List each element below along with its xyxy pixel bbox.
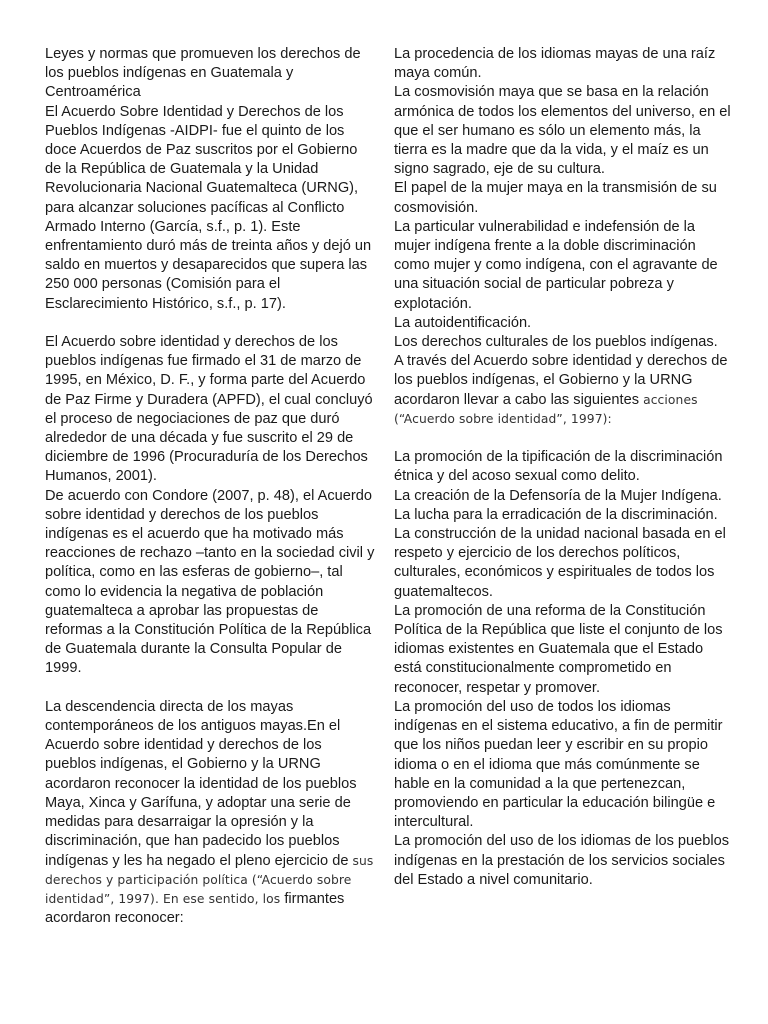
paragraph-gap	[45, 314, 375, 333]
paragraph-condore: De acuerdo con Condore (2007, p. 48), el Acuerdo sobre identidad y derechos de los pueblos indígenas es el acuerdo que ha motivado más reacciones de rechazo –tanto en la sociedad civil y política, como en las esferas de gobierno–, tal como lo evidencia la negativa de población guatemalteca a aprobar las propuestas de reformas a la Constitución Política de la República de Guatemala durante la Consulta Popular de 1999.	[45, 487, 375, 677]
recognition-item: La cosmovisión maya que se basa en la relación armónica de todos los elementos del universo, en el que el ser humano es sólo un elemento más, la tierra es la madre que da la vida, y el maíz es un signo sagrado, eje de su cultura.	[394, 84, 731, 178]
paragraph-gap	[45, 679, 375, 698]
action-item: La promoción del uso de los idiomas de los pueblos indígenas en la prestación de los servicios sociales del Estado a nivel comunitario.	[394, 833, 730, 888]
document-title: Leyes y normas que promueven los derechos de los pueblos indígenas en Guatemala y Centroamérica	[45, 46, 361, 101]
action-item: La lucha para la erradicación de la discriminación.	[394, 506, 718, 523]
action-item: La construcción de la unidad nacional basada en el respeto y ejercicio de los derechos políticos, culturales, económicos y espirituales de todos los guatemaltecos.	[394, 526, 726, 600]
paragraph-recognition	[45, 698, 375, 928]
actions-intro-text: A través del Acuerdo sobre identidad y derechos de los pueblos indígenas, el Gobierno y la URNG acordaron llevar a cabo las siguientes	[394, 353, 728, 408]
action-item: La promoción de una reforma de la Constitución Política de la República que liste el conjunto de los idiomas existentes en Guatemala que el Estado está constitucionalmente comprometido en reconocer, respetar y promover.	[394, 602, 723, 696]
paragraph-gap	[394, 429, 732, 448]
paragraph-signing: El Acuerdo sobre identidad y derechos de los pueblos indígenas fue firmado el 31 de marzo de 1995, en México, D. F., y forma parte del Acuerdo de Paz Firme y Duradera (APFD), el cual concluyó el proceso de negociaciones de paz que duró alrededor de una década y fue suscrito el 29 de diciembre de 1996 (Procuraduría de los Derechos Humanos, 2001).	[45, 334, 373, 485]
action-item: La creación de la Defensoría de la Mujer Indígena.	[394, 487, 722, 504]
recognition-item: La autoidentificación.	[394, 314, 532, 331]
recognition-item: Los derechos culturales de los pueblos indígenas.	[394, 334, 718, 351]
right-column	[394, 45, 732, 890]
recognition-item: La procedencia de los idiomas mayas de una raíz maya común.	[394, 46, 716, 82]
actions-intro	[394, 352, 732, 429]
recognition-end: firmantes acordaron reconocer:	[45, 890, 345, 927]
recognition-item: El papel de la mujer maya en la transmisión de su cosmovisión.	[394, 180, 717, 216]
action-item: La promoción del uso de todos los idiomas indígenas en el sistema educativo, a fin de permitir que los niños puedan leer y escribir en su propio idioma o en el idioma que más comúnmente se hable en la comunidad a la que pertenezcan, promoviendo en particular la educación bilingüe e intercultural.	[394, 698, 723, 831]
paragraph-aidpi-intro: El Acuerdo Sobre Identidad y Derechos de los Pueblos Indígenas -AIDPI- fue el quinto de los doce Acuerdos de Paz suscritos por el Gobierno de la República de Guatemala y la Unidad Revolucionaria Nacional Guatemalteca (URNG), para alcanzar soluciones pacíficas al Conflicto Armado Interno (García, s.f., p. 1). Este enfrentamiento duró más de treinta años y dejó un saldo en muertos y desaparecidos que supera las 250 000 personas (Comisión para el Esclarecimiento Histórico, s.f., p. 17).	[45, 103, 372, 312]
action-item: La promoción de la tipificación de la discriminación étnica y del acoso sexual como delito.	[394, 449, 723, 485]
left-column	[45, 45, 375, 928]
recognition-citation: sus derechos y participación política (“Acuerdo sobre identidad”, 1997). En ese sentido, los	[45, 853, 374, 906]
recognition-item: La particular vulnerabilidad e indefensión de la mujer indígena frente a la doble discriminación como mujer y como indígena, con el agravante de una situación social de particular pobreza y explotación.	[394, 218, 718, 312]
recognition-text: La descendencia directa de los mayas contemporáneos de los antiguos mayas.En el Acuerdo sobre identidad y derechos de los pueblos indígenas, el Gobierno y la URNG acordaron reconocer la identidad de los pueblos Maya, Xinca y Garífuna, y adoptar una serie de medidas para desarraigar la opresión y la discriminación, que han padecido los pueblos indígenas y les ha negado el pleno ejercicio de	[45, 698, 357, 869]
actions-intro-citation: acciones (“Acuerdo sobre identidad”, 1997):	[394, 392, 698, 426]
